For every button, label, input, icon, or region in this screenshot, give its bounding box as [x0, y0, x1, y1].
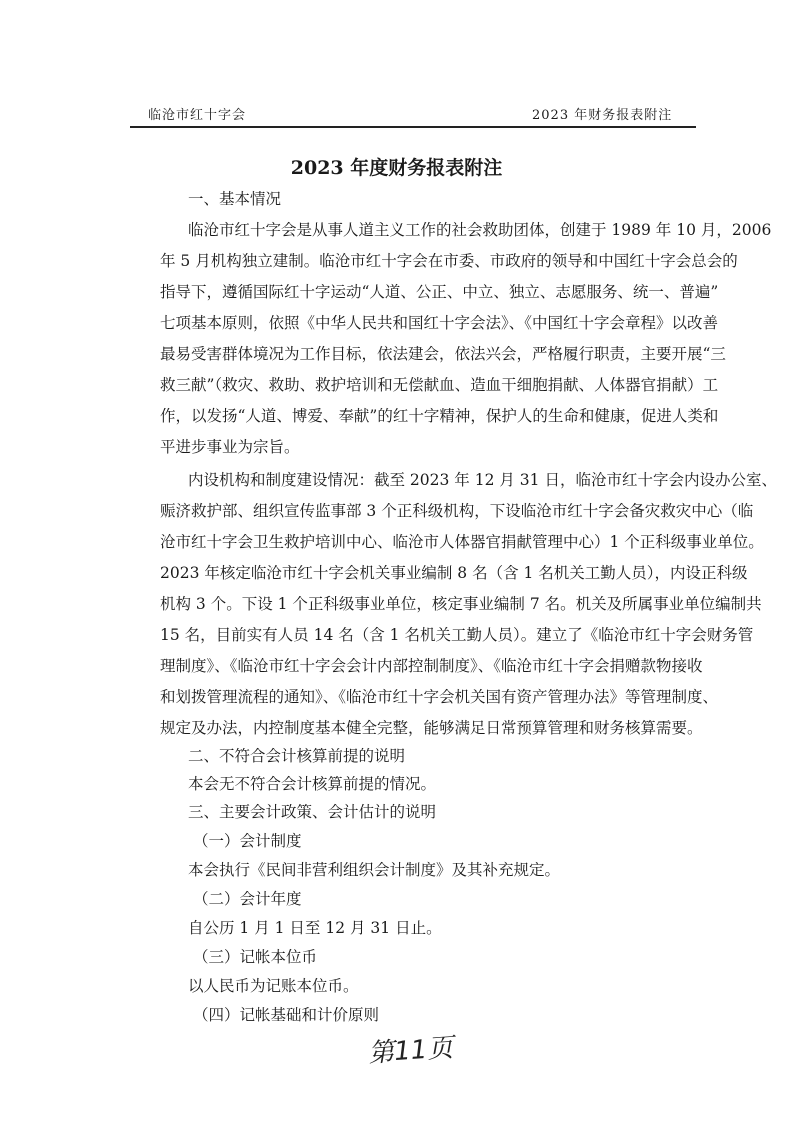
paragraph-line: 自公历 1 月 1 日至 12 月 31 日止。	[188, 919, 442, 937]
paragraph-line: 本会执行《民间非营利组织会计制度》及其补充规定。	[188, 861, 561, 879]
paragraph-line: 指导下，遵循国际红十字运动“人道、公正、中立、独立、志愿服务、统一、普遍”	[160, 283, 719, 301]
paragraph-line: 沧市红十字会卫生救护培训中心、临沧市人体器官捐献管理中心）1 个正科级事业单位。	[160, 533, 764, 551]
paragraph-line: 本会无不符合会计核算前提的情况。	[188, 775, 437, 793]
header-rule	[130, 126, 696, 128]
paragraph-line: 赈济救护部、组织宣传监事部 3 个正科级机构，下设临沧市红十字会备灾救灾中心（临	[160, 502, 754, 520]
paragraph-line: 内设机构和制度建设情况：截至 2023 年 12 月 31 日，临沧市红十字会内设办公室、	[188, 471, 777, 489]
paragraph-line: 临沧市红十字会是从事人道主义工作的社会救助团体，创建于 1989 年 10 月，2006	[188, 221, 772, 239]
paragraph-line: 二、不符合会计核算前提的说明	[188, 747, 406, 765]
header-doc-title: 2023 年财务报表附注	[532, 108, 673, 123]
paragraph-line: 规定及办法，内控制度基本健全完整，能够满足日常预算管理和财务核算需要。	[160, 719, 703, 737]
paragraph-line: 理制度》、《临沧市红十字会会计内部控制制度》、《临沧市红十字会捐赠款物接收	[160, 657, 703, 675]
paragraph-line: 15 名，目前实有人员 14 名（含 1 名机关工勤人员）。建立了《临沧市红十字会财务管	[160, 626, 754, 644]
paragraph-line: 和划拨管理流程的通知》、《临沧市红十字会机关国有资产管理办法》等管理制度、	[160, 688, 719, 706]
section-subheading: （四）记帐基础和计价原则	[193, 1006, 380, 1024]
section-subheading: （二）会计年度	[193, 890, 302, 908]
paragraph-line: 三、主要会计政策、会计估计的说明	[188, 803, 437, 821]
paragraph-line: 七项基本原则，依照《中华人民共和国红十字会法》、《中国红十字会章程》以改善	[160, 314, 719, 332]
paragraph-line: 最易受害群体境况为工作目标，依法建会，依法兴会，严格履行职责，主要开展“三	[160, 345, 726, 363]
paragraph-line: 一、基本情况	[188, 190, 282, 208]
paragraph-line: 作，以发扬“人道、博爱、奉献”的红十字精神，保护人的生命和健康，促进人类和	[160, 407, 719, 425]
paragraph-line: 机构 3 个。下设 1 个正科级事业单位，核定事业编制 7 名。机关及所属事业单位编制共	[160, 595, 762, 613]
paragraph-line: 2023 年核定临沧市红十字会机关事业编制 8 名（含 1 名机关工勤人员），内设正科级	[160, 564, 748, 582]
handwritten-page-number: 第11页	[367, 1033, 455, 1069]
paragraph-line: 平进步事业为宗旨。	[160, 438, 300, 456]
page-title: 2023 年度财务报表附注	[290, 157, 503, 179]
paragraph-line: 年 5 月机构独立建制。临沧市红十字会在市委、市政府的领导和中国红十字会总会的	[160, 252, 738, 270]
paragraph-line: 以人民币为记账本位币。	[188, 977, 359, 995]
section-subheading: （一）会计制度	[193, 832, 302, 850]
paragraph-line: 救三献”（救灾、救助、救护培训和无偿献血、造血干细胞捐献、人体器官捐献）工	[160, 376, 719, 394]
section-subheading: （三）记帐本位币	[193, 948, 318, 966]
header-org-name: 临沧市红十字会	[148, 108, 247, 123]
